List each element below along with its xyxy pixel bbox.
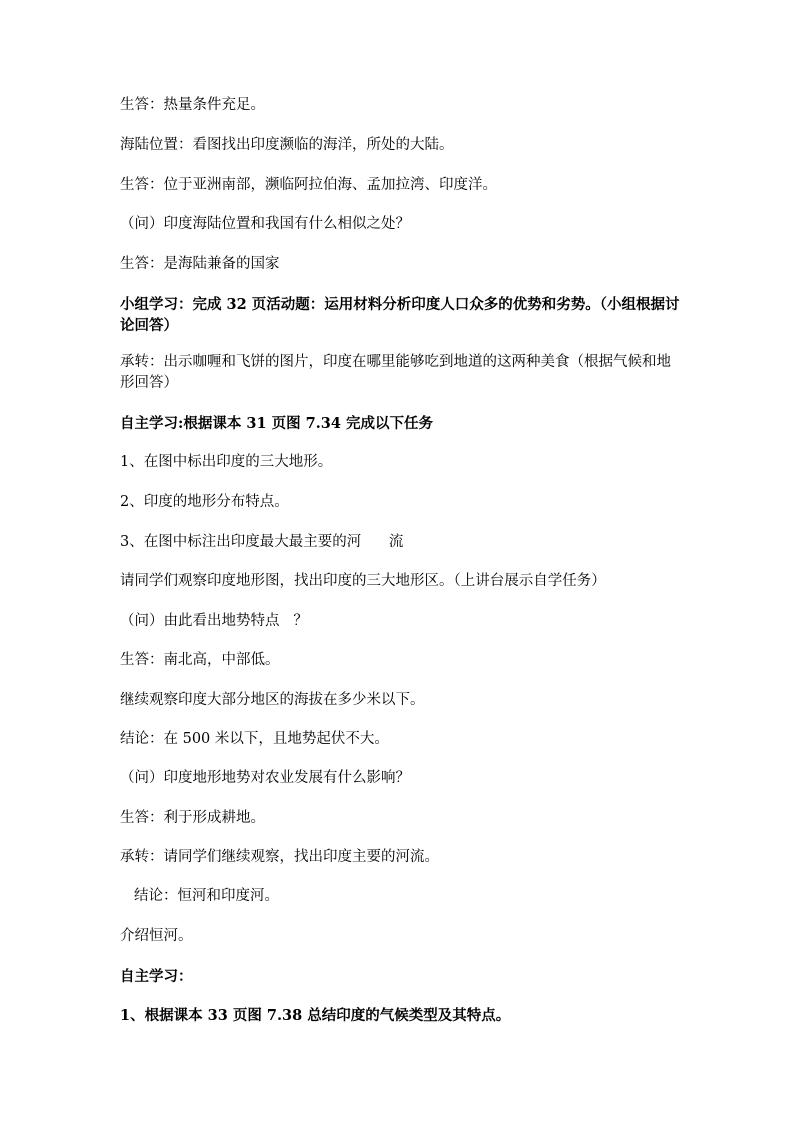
paragraph: 结论：恒河和印度河。 [134,888,279,904]
paragraph: （问）印度海陆位置和我国有什么相似之处？ [120,216,410,232]
paragraph: （问）由此看出地势特点 ？ [120,613,308,629]
paragraph-heading: 自主学习： [120,968,193,985]
paragraph: （问）印度地形地势对农业发展有什么影响？ [120,770,410,786]
paragraph: 承转：出示咖喱和飞饼的图片，印度在哪里能够吃到地道的这两种美食（根据气候和地形回答） [120,354,671,391]
paragraph: 生答：位于亚洲南部，濒临阿拉伯海、孟加拉湾、印度洋。 [120,177,497,193]
list-item: 2、印度的地形分布特点。 [120,494,289,510]
list-item: 1、根据课本 33 页图 7.38 总结印度的气候类型及其特点。 [120,1007,511,1024]
paragraph: 生答：利于形成耕地。 [120,810,265,826]
paragraph: 海陆位置：看图找出印度濒临的海洋，所处的大陆。 [120,137,454,153]
paragraph: 生答：是海陆兼备的国家 [120,256,280,272]
list-item: 3、在图中标注出印度最大最主要的河 流 [120,534,404,550]
paragraph: 请同学们观察印度地形图，找出印度的三大地形区。（上讲台展示自学任务） [120,573,606,589]
paragraph: 继续观察印度大部分地区的海拔在多少米以下。 [120,692,425,708]
paragraph: 生答：热量条件充足。 [120,97,265,113]
paragraph: 介绍恒河。 [120,928,193,944]
paragraph: 承转：请同学们继续观察，找出印度主要的河流。 [120,849,439,865]
paragraph-heading: 小组学习：完成 32 页活动题：运用材料分析印度人口众多的优势和劣势。（小组根据讨论回答） [120,296,680,334]
paragraph: 生答：南北高，中部低。 [120,652,280,668]
list-item: 1、在图中标出印度的三大地形。 [120,454,333,470]
paragraph: 结论：在 500 米以下，且地势起伏不大。 [120,731,389,747]
paragraph-heading: 自主学习:根据课本 31 页图 7.34 完成以下任务 [120,415,434,432]
